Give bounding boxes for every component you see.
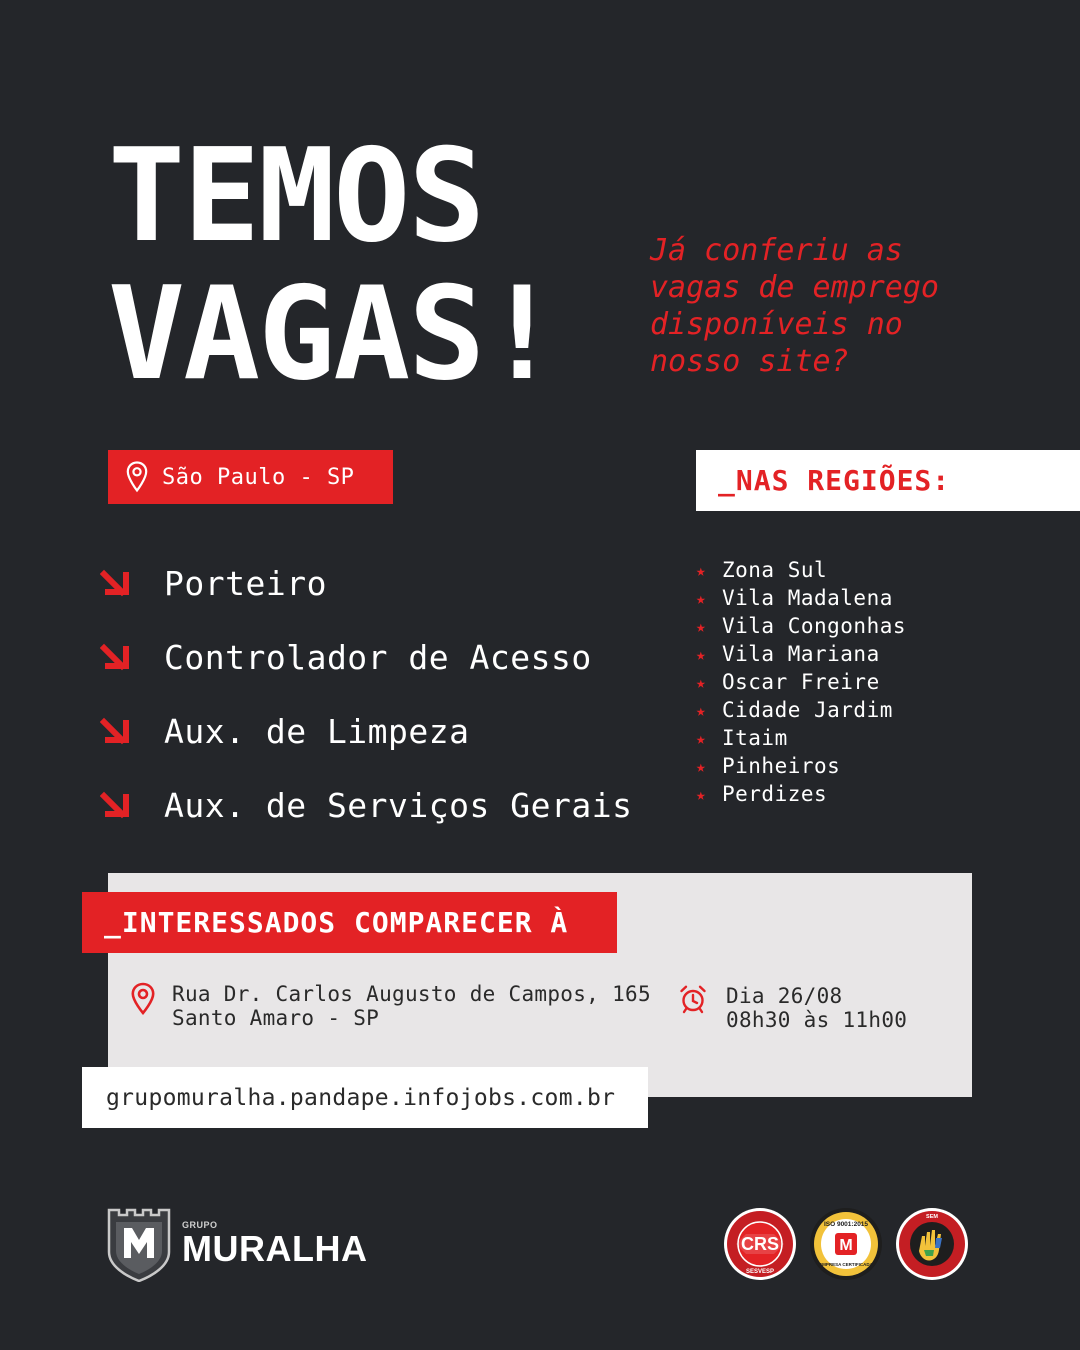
region-item [696,640,906,668]
job-list [100,546,632,842]
job-label: Aux. de Serviços Gerais [164,785,633,825]
svg-text:ISO 9001:2015: ISO 9001:2015 [823,1221,869,1228]
job-item [100,694,632,768]
address-block [130,982,651,1030]
star-icon: ★ [696,728,706,748]
svg-text:SESVESP: SESVESP [745,1269,775,1275]
schedule-date: Dia 26/08 [726,984,843,1008]
interest-header-label: _INTERESSADOS COMPARECER À [104,906,569,939]
region-item [696,780,906,808]
headline-line-1: TEMOS [108,122,484,271]
region-label: Zona Sul [722,558,828,582]
region-label: Pinheiros [722,754,841,778]
headline [108,122,559,409]
region-label: Itaim [722,726,788,750]
region-item [696,696,906,724]
star-icon: ★ [696,700,706,720]
star-icon: ★ [696,784,706,804]
region-item [696,724,906,752]
region-item [696,612,906,640]
arrow-down-right-icon [100,641,132,673]
website-url[interactable] [82,1067,648,1128]
interest-header [82,892,617,953]
muralha-logo [106,1206,367,1282]
star-icon: ★ [696,616,706,636]
star-icon: ★ [696,672,706,692]
svg-text:M: M [839,1237,853,1254]
region-label: Perdizes [722,782,828,806]
map-pin-icon [126,461,148,493]
svg-text:SEM: SEM [926,1214,938,1220]
svg-text:CRS: CRS [740,1234,780,1254]
regions-header [696,450,1080,511]
region-label: Oscar Freire [722,670,880,694]
schedule-time: 08h30 às 11h00 [726,1008,908,1032]
region-list [696,556,906,808]
tagline: Já conferiu as vagas de emprego disponíveis no nosso site? [650,233,939,379]
arrow-down-right-icon [100,567,132,599]
location-tag [108,450,393,504]
region-item [696,668,906,696]
star-icon: ★ [696,560,706,580]
certification-seals [722,1206,970,1282]
address-line-2: Santo Amaro - SP [172,1006,380,1030]
seguranca-sem-preconceito-seal-icon [894,1206,970,1282]
website-url-text[interactable]: grupomuralha.pandape.infojobs.com.br [106,1084,616,1111]
shield-logo-icon [106,1206,172,1282]
region-label: Vila Madalena [722,586,893,610]
crs-seal-icon [722,1206,798,1282]
logo-group-label: GRUPO [182,1220,218,1230]
region-item [696,556,906,584]
job-label: Porteiro [164,563,327,603]
job-label: Aux. de Limpeza [164,711,470,751]
star-icon: ★ [696,756,706,776]
region-item [696,752,906,780]
alarm-clock-icon [678,984,708,1014]
headline-line-2: VAGAS! [108,260,559,409]
location-label: São Paulo - SP [162,464,355,490]
region-label: Cidade Jardim [722,698,893,722]
arrow-down-right-icon [100,715,132,747]
star-icon: ★ [696,644,706,664]
job-label: Controlador de Acesso [164,637,592,677]
iso-seal-icon [808,1206,884,1282]
schedule-block [678,984,907,1032]
region-label: Vila Congonhas [722,614,907,638]
address-line-1: Rua Dr. Carlos Augusto de Campos, 165 [172,982,651,1006]
region-label: Vila Mariana [722,642,880,666]
region-item [696,584,906,612]
job-item [100,546,632,620]
job-item [100,768,632,842]
arrow-down-right-icon [100,789,132,821]
logo-brand-name: MURALHA [182,1228,368,1269]
regions-header-label: _NAS REGIÕES: [718,464,951,497]
svg-text:EMPRESA CERTIFICADA: EMPRESA CERTIFICADA [819,1262,873,1267]
star-icon: ★ [696,588,706,608]
job-item [100,620,632,694]
map-pin-icon [130,982,156,1016]
